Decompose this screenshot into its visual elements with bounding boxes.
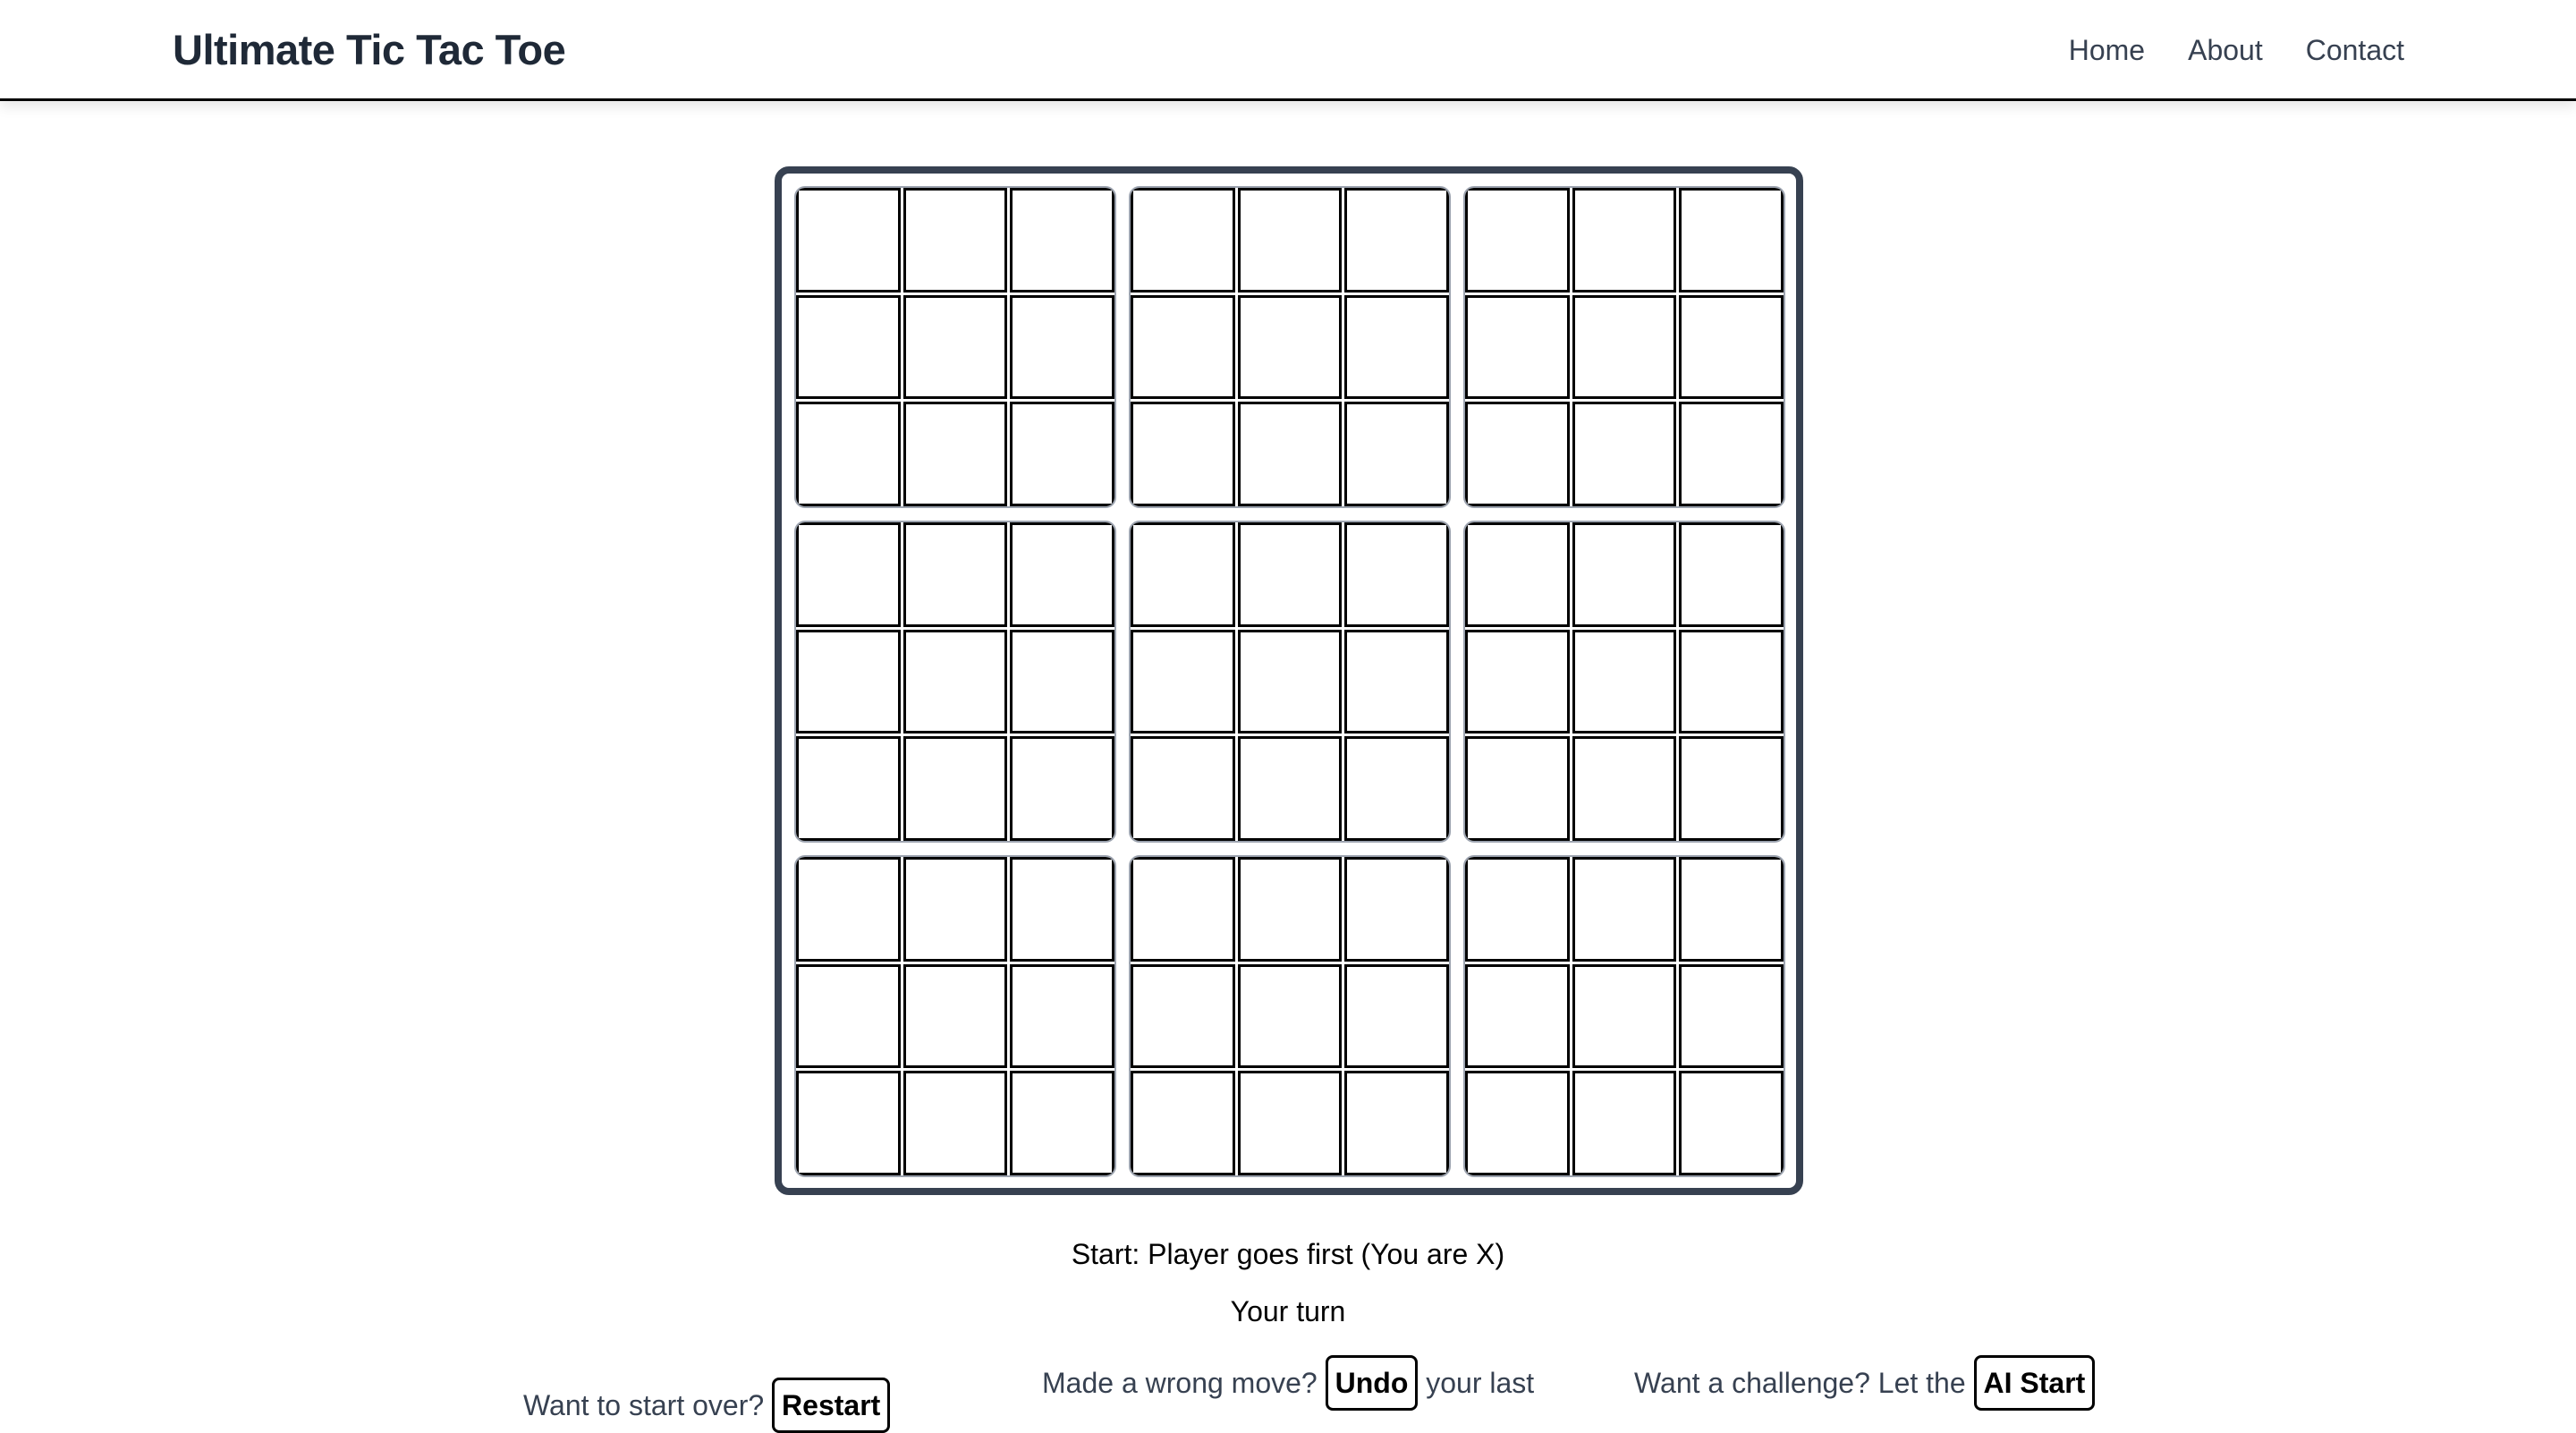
board-cell[interactable]	[1344, 188, 1449, 293]
board-cell[interactable]	[796, 402, 901, 506]
board-cell[interactable]	[1010, 522, 1114, 627]
board-cell[interactable]	[1238, 402, 1343, 506]
board-cell[interactable]	[796, 630, 901, 734]
board-cell[interactable]	[903, 522, 1008, 627]
turn-indicator: Your turn	[1230, 1295, 1346, 1327]
board-cell[interactable]	[1131, 857, 1235, 962]
board-cell[interactable]	[1010, 736, 1114, 841]
nav-link-home[interactable]: Home	[2068, 34, 2146, 66]
board-cell[interactable]	[1679, 964, 1784, 1069]
ai-start-prompt	[1634, 1355, 2095, 1411]
sub-board-8	[1129, 855, 1451, 1177]
board-cell[interactable]	[1131, 964, 1235, 1069]
restart-prompt-text: Want to start over?	[523, 1389, 765, 1421]
board-cell[interactable]	[1465, 1071, 1570, 1175]
board-cell[interactable]	[1679, 402, 1784, 506]
ai-start-prompt-text: Want a challenge? Let the	[1634, 1367, 1966, 1399]
board-cell[interactable]	[1572, 402, 1677, 506]
sub-board-2	[1129, 186, 1451, 508]
board-cell[interactable]	[1010, 188, 1114, 293]
board-cell[interactable]	[903, 857, 1008, 962]
board-cell[interactable]	[796, 736, 901, 841]
board-cell[interactable]	[1465, 188, 1570, 293]
board-cell[interactable]	[1010, 630, 1114, 734]
board-cell[interactable]	[1344, 402, 1449, 506]
board-cell[interactable]	[1679, 522, 1784, 627]
board-cell[interactable]	[1572, 188, 1677, 293]
undo-button[interactable]: Undo	[1326, 1355, 1419, 1411]
board-cell[interactable]	[1010, 295, 1114, 400]
board-cell[interactable]	[1238, 964, 1343, 1069]
board-cell[interactable]	[1131, 522, 1235, 627]
site-title: Ultimate Tic Tac Toe	[173, 26, 566, 73]
nav-link-contact[interactable]: Contact	[2305, 34, 2404, 66]
board-cell[interactable]	[1572, 522, 1677, 627]
sub-board-4	[794, 521, 1116, 843]
board-cell[interactable]	[1344, 736, 1449, 841]
restart-button[interactable]: Restart	[772, 1378, 890, 1433]
board-cell[interactable]	[1238, 857, 1343, 962]
board-cell[interactable]	[1131, 736, 1235, 841]
board-cell[interactable]	[1344, 964, 1449, 1069]
board-cell[interactable]	[1344, 857, 1449, 962]
ai-start-button[interactable]: AI Start	[1974, 1355, 2096, 1411]
restart-prompt	[523, 1378, 890, 1433]
board-cell[interactable]	[1010, 1071, 1114, 1175]
sub-board-9	[1463, 855, 1785, 1177]
board-cell[interactable]	[1238, 522, 1343, 627]
board-cell[interactable]	[1465, 964, 1570, 1069]
board-cell[interactable]	[796, 1071, 901, 1175]
board-cell[interactable]	[1131, 630, 1235, 734]
board-cell[interactable]	[1131, 402, 1235, 506]
board-cell[interactable]	[903, 188, 1008, 293]
board-cell[interactable]	[1465, 857, 1570, 962]
board-cell[interactable]	[1344, 522, 1449, 627]
board-cell[interactable]	[1238, 630, 1343, 734]
board-cell[interactable]	[1572, 857, 1677, 962]
board-cell[interactable]	[796, 857, 901, 962]
board-cell[interactable]	[1465, 295, 1570, 400]
board-cell[interactable]	[1238, 1071, 1343, 1175]
board-cell[interactable]	[1572, 1071, 1677, 1175]
board-cell[interactable]	[1131, 188, 1235, 293]
board-cell[interactable]	[1572, 630, 1677, 734]
board-cell[interactable]	[1572, 736, 1677, 841]
board-cell[interactable]	[1572, 964, 1677, 1069]
sub-board-1	[794, 186, 1116, 508]
undo-prompt-suffix: your last	[1426, 1367, 1535, 1399]
board-cell[interactable]	[796, 188, 901, 293]
board-cell[interactable]	[796, 964, 901, 1069]
board-cell[interactable]	[796, 522, 901, 627]
board-cell[interactable]	[1010, 857, 1114, 962]
board-cell[interactable]	[1238, 736, 1343, 841]
undo-prompt-text: Made a wrong move?	[1042, 1367, 1318, 1399]
sub-board-5	[1129, 521, 1451, 843]
board-cell[interactable]	[903, 295, 1008, 400]
board-cell[interactable]	[1465, 736, 1570, 841]
board-cell[interactable]	[903, 630, 1008, 734]
board-cell[interactable]	[1010, 964, 1114, 1069]
board-cell[interactable]	[796, 295, 901, 400]
board-cell[interactable]	[1344, 630, 1449, 734]
board-cell[interactable]	[903, 736, 1008, 841]
board-cell[interactable]	[1238, 188, 1343, 293]
board-cell[interactable]	[903, 1071, 1008, 1175]
board-cell[interactable]	[1238, 295, 1343, 400]
board-cell[interactable]	[903, 402, 1008, 506]
board-cell[interactable]	[1465, 402, 1570, 506]
board-cell[interactable]	[1679, 1071, 1784, 1175]
board-cell[interactable]	[1679, 188, 1784, 293]
sub-board-3	[1463, 186, 1785, 508]
sub-board-7	[794, 855, 1116, 1177]
game-board	[775, 166, 1803, 1195]
board-cell[interactable]	[1131, 1071, 1235, 1175]
start-message: Start: Player goes first (You are X)	[1071, 1238, 1505, 1270]
board-cell[interactable]	[1344, 1071, 1449, 1175]
site-header	[0, 0, 2576, 101]
board-cell[interactable]	[903, 964, 1008, 1069]
board-cell[interactable]	[1344, 295, 1449, 400]
board-cell[interactable]	[1572, 295, 1677, 400]
undo-prompt	[1042, 1355, 1534, 1411]
main-nav	[2069, 32, 2404, 68]
board-cell[interactable]	[1679, 295, 1784, 400]
board-cell[interactable]	[1679, 736, 1784, 841]
board-cell[interactable]	[1131, 295, 1235, 400]
sub-board-6	[1463, 521, 1785, 843]
board-cell[interactable]	[1465, 522, 1570, 627]
board-cell[interactable]	[1679, 630, 1784, 734]
board-cell[interactable]	[1679, 857, 1784, 962]
board-cell[interactable]	[1465, 630, 1570, 734]
nav-link-about[interactable]: About	[2188, 34, 2263, 66]
board-cell[interactable]	[1010, 402, 1114, 506]
